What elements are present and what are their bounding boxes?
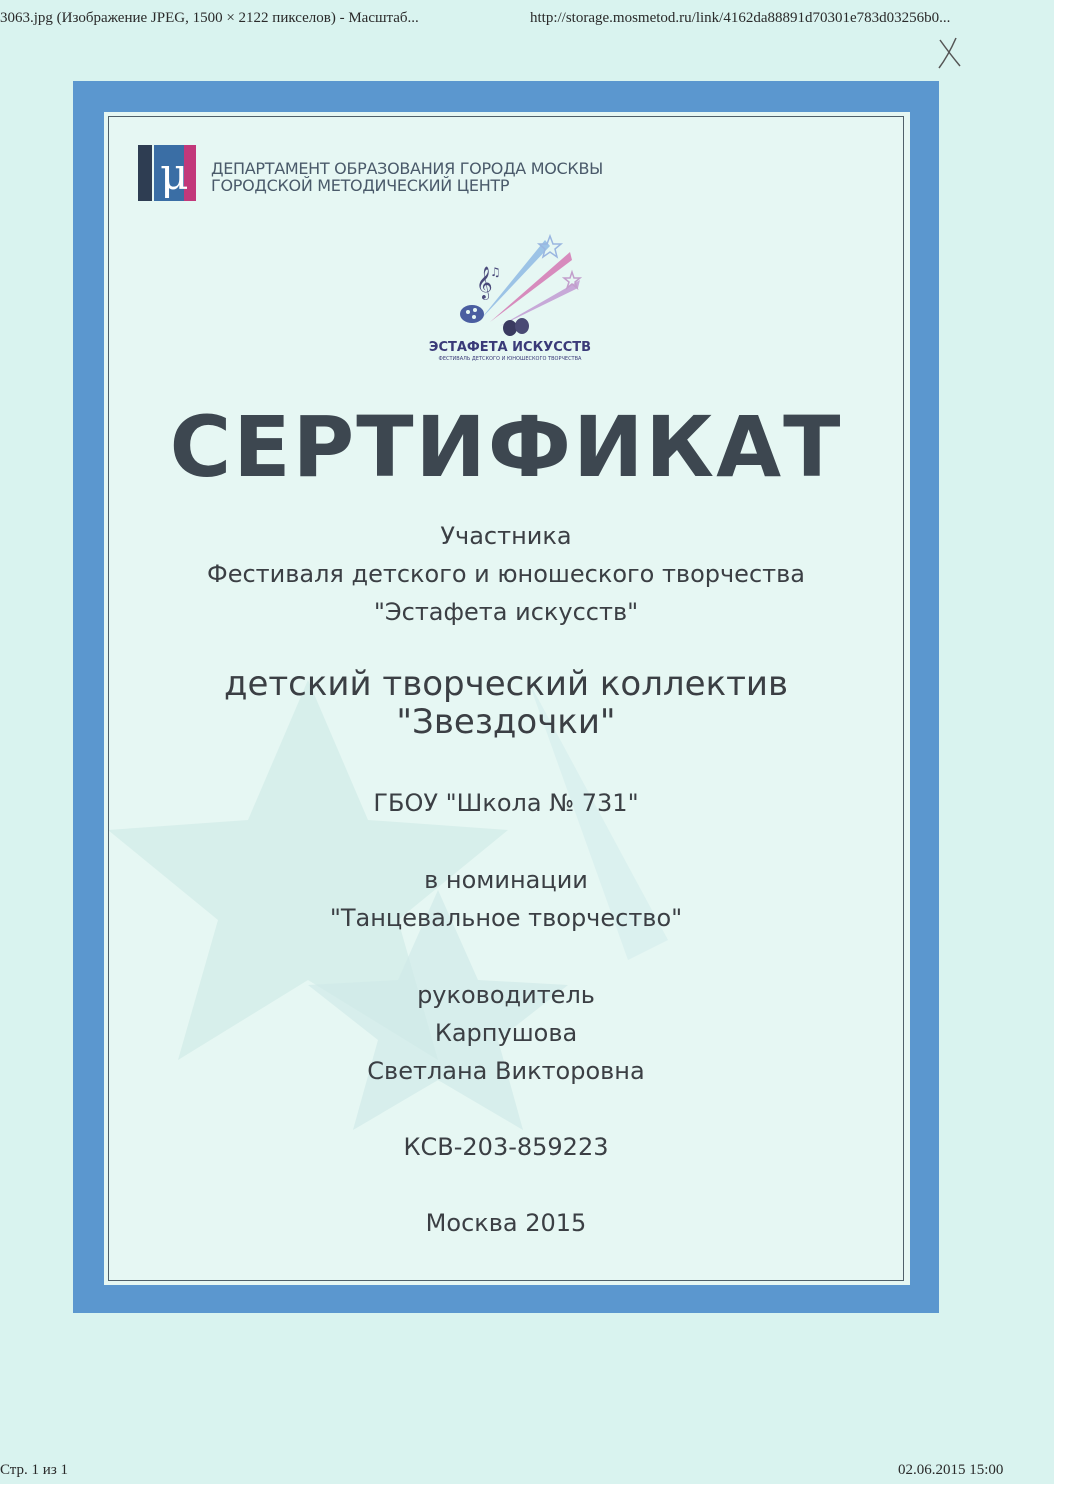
print-header-filename: 3063.jpg (Изображение JPEG, 1500 × 2122 пикселов) - Масштаб... [0,10,419,26]
place-year: Москва 2015 [425,1209,587,1237]
svg-text:μ: μ [160,149,189,200]
participant-label: Участника [440,522,572,550]
festival-logo-subtitle: ФЕСТИВАЛЬ ДЕТСКОГО И ЮНОШЕСКОГО ТВОРЧЕСТВА [438,356,582,362]
collective-name: "Звездочки" [396,702,616,742]
festival-logo-title: ЭСТАФЕТА ИСКУССТВ [428,340,592,355]
nomination-name: "Танцевальное творчество" [329,904,683,932]
print-header [0,10,1040,30]
leader-surname: Карпушова [434,1019,578,1047]
department-line-1: ДЕПАРТАМЕНТ ОБРАЗОВАНИЯ ГОРОДА МОСКВЫ [211,159,603,178]
collective-line-1: детский творческий коллектив [223,664,789,704]
svg-text:♫: ♫ [490,265,501,279]
print-footer-page: Стр. 1 из 1 [0,1462,68,1478]
department-line-2: ГОРОДСКОЙ МЕТОДИЧЕСКИЙ ЦЕНТР [211,176,510,195]
festival-line: Фестиваля детского и юношеского творчества [207,560,805,588]
handwritten-mark [936,36,964,70]
leader-label: руководитель [417,981,595,1009]
school-name: ГБОУ "Школа № 731" [373,789,639,817]
leader-name: Светлана Викторовна [367,1057,645,1085]
department-name [211,160,603,194]
certificate-code: КСВ-203-859223 [403,1133,609,1161]
department-logo-icon [138,143,198,203]
certificate-title: СЕРТИФИКАТ [169,398,843,496]
print-footer [0,1462,1040,1482]
festival-name: "Эстафета искусств" [373,598,639,626]
print-footer-datetime: 02.06.2015 15:00 [898,1462,1004,1478]
svg-text:𝄞: 𝄞 [476,266,493,299]
nomination-label: в номинации [424,866,588,894]
print-header-url: http://storage.mosmetod.ru/link/4162da88891d70301e783d03256b0... [530,10,951,26]
